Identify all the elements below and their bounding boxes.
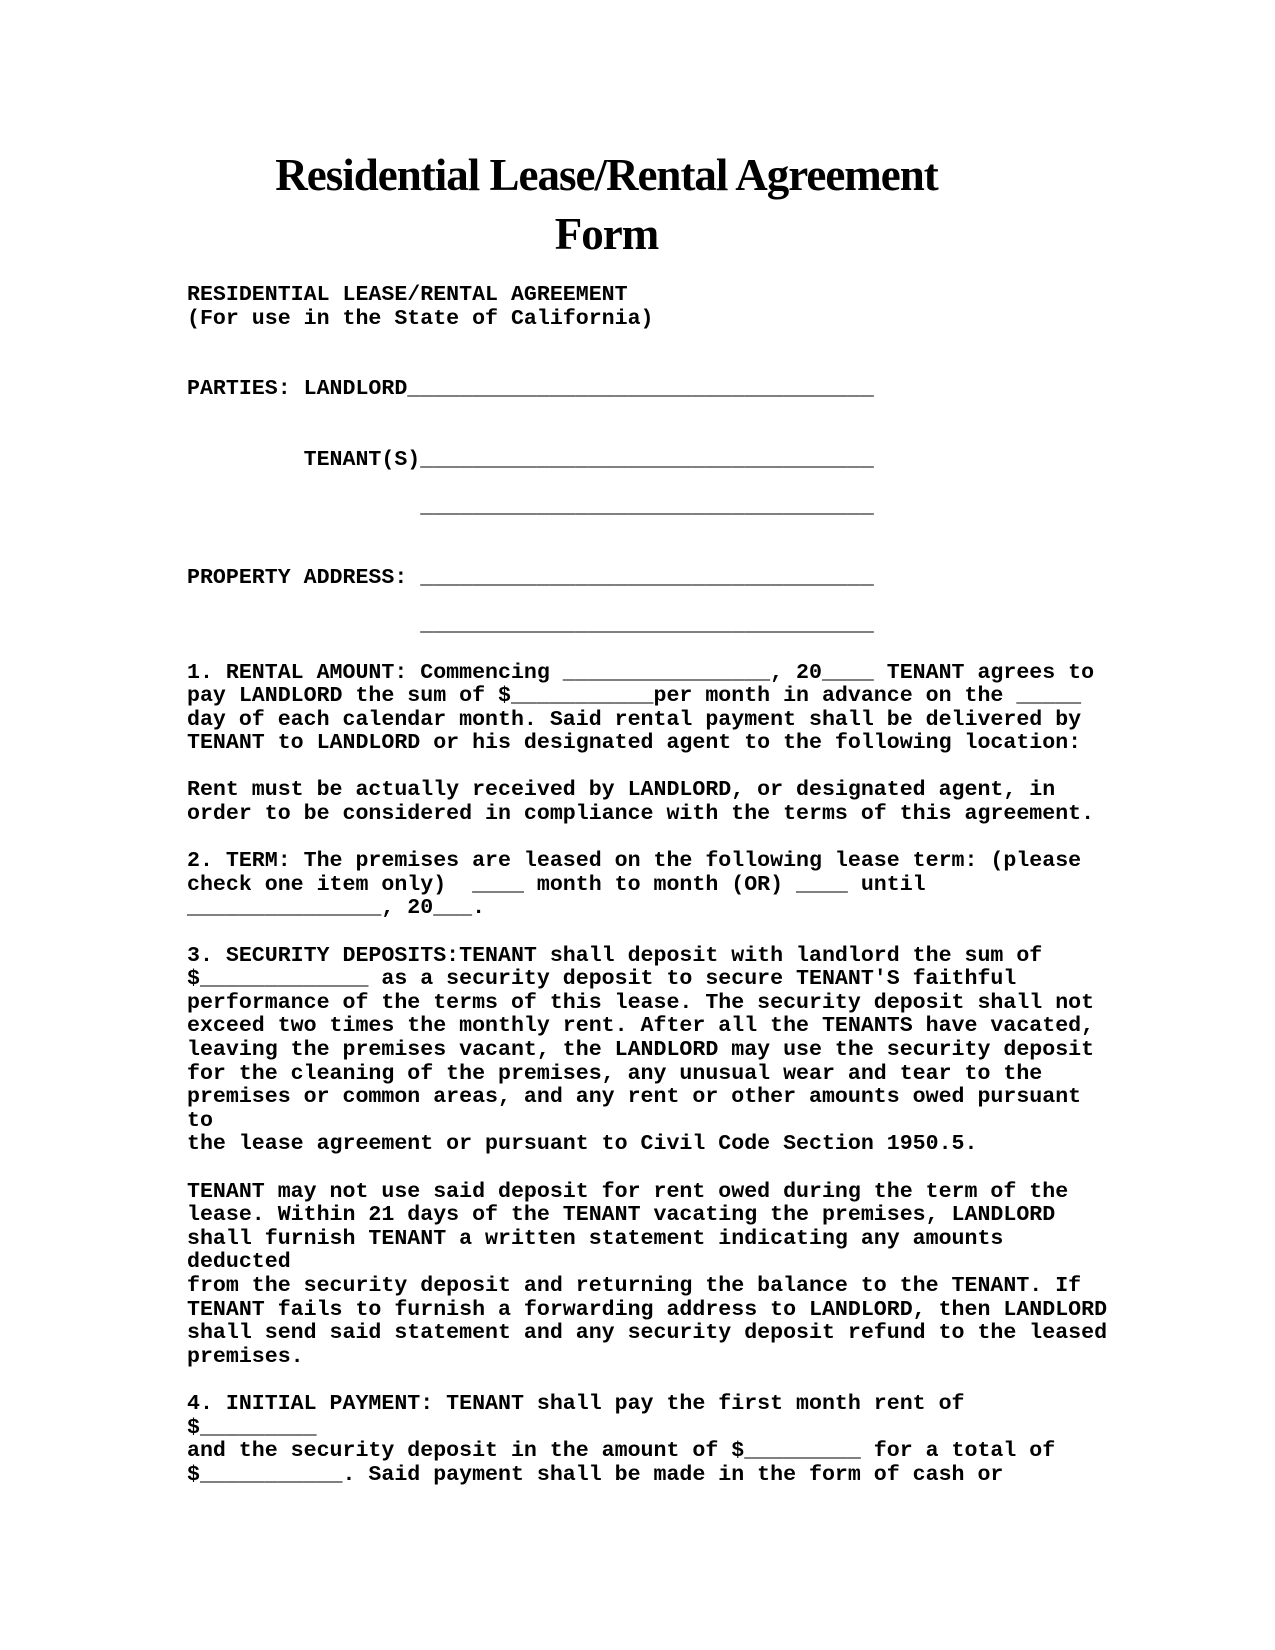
document-line: check one item only) ____ month to month (OR) ____ until [187,872,926,897]
document-body [187,284,1107,1487]
document-line [187,1369,1107,1393]
document-line: shall furnish TENANT a written statement indicating any amounts [187,1226,1004,1251]
document-line: RESIDENTIAL LEASE/RENTAL AGREEMENT [187,283,628,307]
document-line: deducted [187,1250,291,1275]
document-line: from the security deposit and returning the balance to the TENANT. If [187,1273,1082,1298]
document-line: for the cleaning of the premises, any unusual wear and tear to the [187,1061,1043,1086]
document-title-line1: Residential Lease/Rental Agreement [275,150,938,200]
document-line: 2. TERM: The premises are leased on the following lease term: (please [187,849,1082,874]
document-line: and the security deposit in the amount of $_________ for a total of [187,1439,1056,1464]
document-line: day of each calendar month. Said rental payment shall be delivered by [187,707,1082,732]
document-line: $___________. Said payment shall be made in the form of cash or [187,1462,1004,1487]
document-line [187,520,1107,544]
document-line: ___________________________________ [187,495,874,520]
document-line [187,756,1107,780]
document-line [187,544,1107,568]
document-title [0,146,1213,264]
document-line: 1. RENTAL AMOUNT: Commencing ________________, 20____ TENANT agrees to [187,660,1095,685]
document-line: shall send said statement and any security deposit refund to the leased [187,1321,1108,1346]
document-line [187,921,1107,945]
document-line: to [187,1108,213,1133]
document-line: PROPERTY ADDRESS: ___________________________________ [187,566,874,591]
document-line: leaving the premises vacant, the LANDLORD may use the security deposit [187,1038,1095,1062]
document-line [187,402,1107,426]
document-line [187,426,1107,450]
document-line: pay LANDLORD the sum of $___________per month in advance on the _____ [187,684,1082,709]
document-line [187,331,1107,355]
document-line: premises. [187,1344,304,1369]
document-line [187,473,1107,497]
document-line [187,638,1107,662]
document-line: lease. Within 21 days of the TENANT vacating the premises, LANDLORD [187,1203,1056,1228]
document-line: premises or common areas, and any rent or other amounts owed pursuant [187,1085,1082,1110]
document-line: Rent must be actually received by LANDLORD, or designated agent, in [187,778,1056,803]
document-line: (For use in the State of California) [187,306,654,331]
document-line: PARTIES: LANDLORD____________________________________ [187,377,874,402]
document-line: 3. SECURITY DEPOSITS:TENANT shall deposit with landlord the sum of [187,943,1043,968]
document-line [187,1157,1107,1181]
document-line [187,591,1107,615]
document-line: order to be considered in compliance with the terms of this agreement. [187,802,1095,827]
document-line: _______________, 20___. [187,896,486,921]
document-line: ___________________________________ [187,613,874,638]
document-line: TENANT may not use said deposit for rent owed during the term of the [187,1179,1069,1204]
document-line: TENANT(S)___________________________________ [187,448,874,473]
document-line: TENANT to LANDLORD or his designated agent to the following location: [187,731,1082,756]
document-line: the lease agreement or pursuant to Civil Code Section 1950.5. [187,1132,978,1157]
document-line [187,355,1107,379]
document-title-line2: Form [554,209,659,259]
document-line: TENANT fails to furnish a forwarding address to LANDLORD, then LANDLORD [187,1297,1108,1322]
document-line: performance of the terms of this lease. The security deposit shall not [187,990,1095,1015]
document-line: $_____________ as a security deposit to secure TENANT'S faithful [187,967,1017,992]
document-line [187,827,1107,851]
document-line: $_________ [187,1415,317,1440]
document-line: 4. INITIAL PAYMENT: TENANT shall pay the first month rent of [187,1391,965,1416]
document-line: exceed two times the monthly rent. After all the TENANTS have vacated, [187,1014,1095,1039]
